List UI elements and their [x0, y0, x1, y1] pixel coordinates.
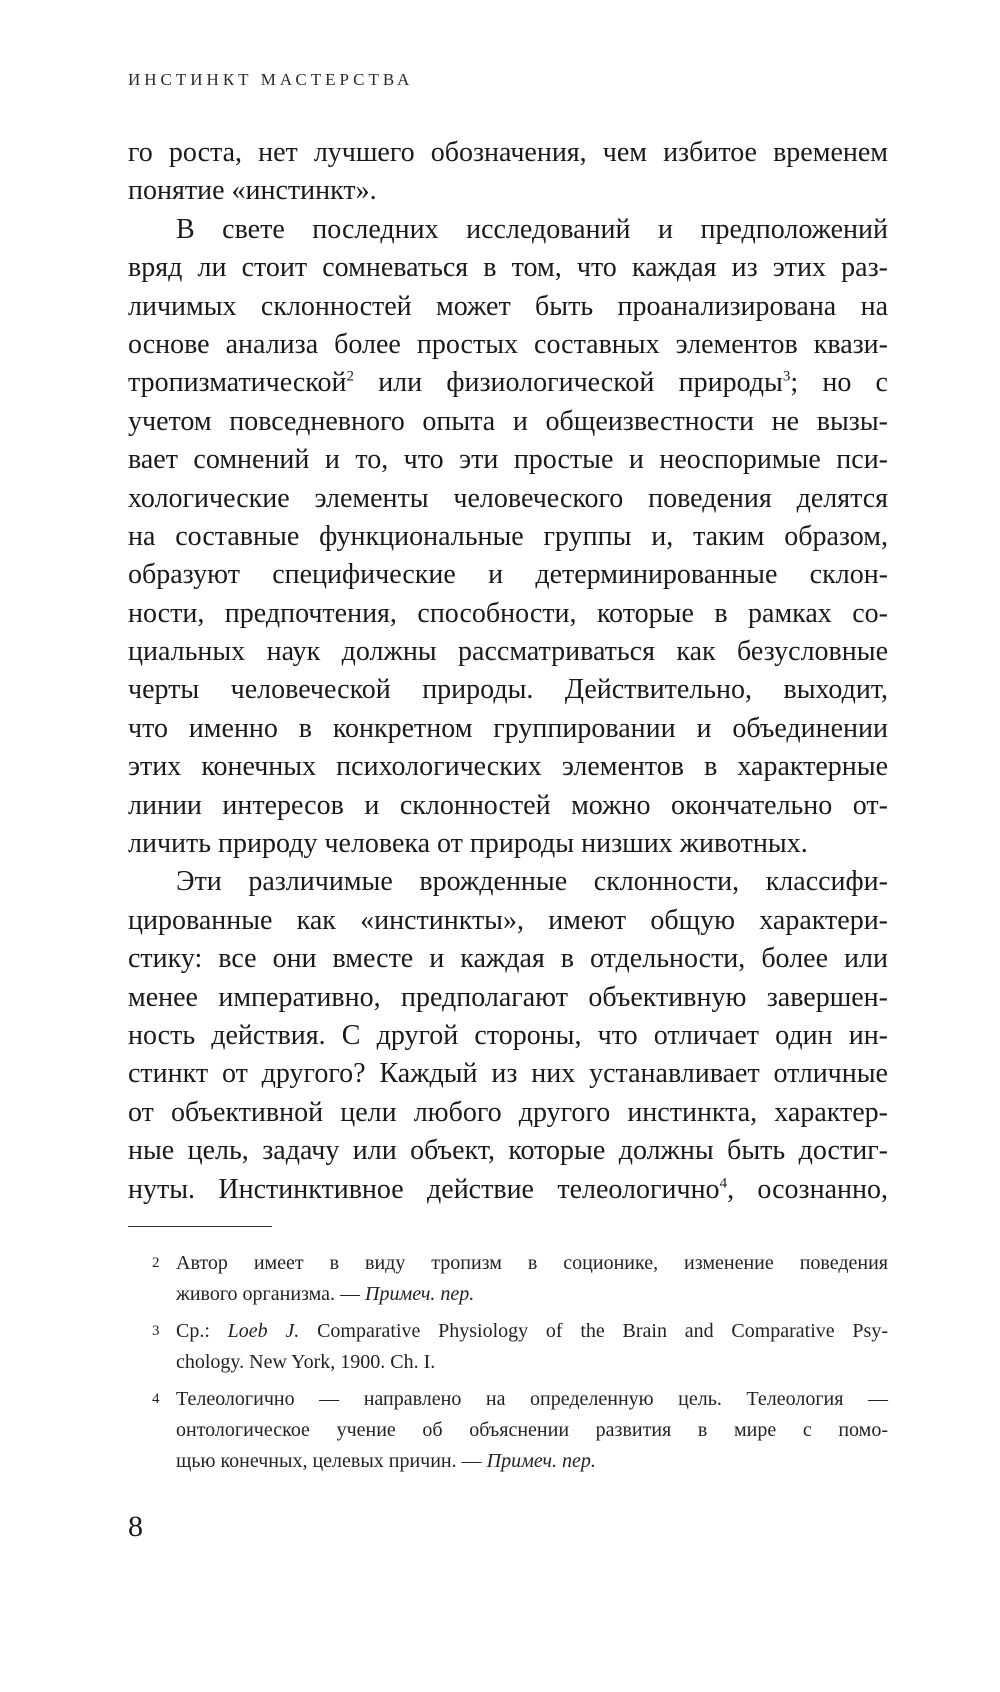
text-line: вряд ли стоит сомневаться в том, что каждая из этих раз-: [128, 252, 888, 284]
footnote-4: [128, 1384, 888, 1477]
text-line: Эти различимые врожденные склонности, классифи-: [176, 866, 888, 898]
text-fragment: ; но с: [790, 367, 888, 399]
main-text: [128, 134, 888, 1209]
text-line: В свете последних исследований и предположений: [176, 213, 888, 245]
text-fragment: или физиологической природы: [353, 367, 783, 399]
footnote-ref-2[interactable]: 2: [346, 369, 354, 386]
text-fragment: тропизматической: [128, 367, 347, 399]
footnote-line: [176, 1279, 888, 1310]
page-number: 8: [128, 1510, 143, 1543]
text-line: понятие «инстинкт».: [128, 175, 377, 207]
text-line: черты человеческой природы. Действительно, выходит,: [128, 674, 888, 706]
text-line: линии интересов и склонностей можно окончательно от-: [128, 789, 888, 821]
text-line: ность действия. С другой стороны, что отличает один ин-: [128, 1019, 888, 1051]
text-line: менее императивно, предполагают объективную завершен-: [128, 981, 888, 1013]
text-line: от объективной цели любого другого инстинкта, характер-: [128, 1096, 888, 1128]
footnotes: [128, 1248, 888, 1483]
text-fragment: живого организма. —: [176, 1283, 366, 1305]
text-line: личить природу человека от природы низших животных.: [128, 828, 808, 860]
text-line: основе анализа более простых составных элементов квази-: [128, 328, 888, 360]
translator-note: Примеч. пер.: [486, 1450, 596, 1472]
text-line: хологические элементы человеческого поведения делятся: [128, 482, 888, 514]
text-fragment: Ср.:: [176, 1320, 228, 1342]
footnote-line: Автор имеет в виду тропизм в соционике, изменение поведения: [176, 1252, 888, 1274]
text-line: стинкт от другого? Каждый из них устанавливает отличные: [128, 1058, 888, 1090]
footnote-line: [176, 1316, 888, 1347]
text-fragment: Comparative Physiology of the Brain and Comparative Psy-: [299, 1320, 888, 1342]
text-fragment: нуты. Инстинктивное действие телеологично: [128, 1173, 720, 1205]
text-line: личимых склонностей может быть проанализирована на: [128, 290, 888, 322]
text-line: ные цель, задачу или объект, которые должны быть достиг-: [128, 1135, 888, 1167]
footnote-number: 2: [152, 1255, 160, 1271]
text-line: что именно в конкретном группировании и объединении: [128, 712, 888, 744]
author-name: Loeb J.: [227, 1320, 300, 1342]
text-line: вает сомнений и то, что эти простые и неоспоримые пси-: [128, 444, 888, 476]
footnote-line: [176, 1446, 888, 1477]
footnote-number: 3: [152, 1323, 160, 1339]
footnote-line: chology. New York, 1900. Ch. I.: [176, 1351, 436, 1373]
footnote-2: [128, 1248, 888, 1310]
text-line: циальных наук должны рассматриваться как безусловные: [128, 636, 888, 668]
footnote-3: [128, 1316, 888, 1378]
text-line: [128, 364, 888, 402]
running-head: ИНСТИНКТ МАСТЕРСТВА: [128, 70, 414, 89]
footnote-line: Телеологично — направлено на определенную цель. Телеология —: [176, 1388, 888, 1410]
footnote-number: 4: [152, 1391, 160, 1407]
footnote-ref-4[interactable]: 4: [719, 1175, 728, 1192]
text-fragment: , осознанно,: [727, 1173, 888, 1205]
text-fragment: щью конечных, целевых причин. —: [176, 1450, 487, 1472]
translator-note: Примеч. пер.: [365, 1283, 475, 1305]
footnote-line: онтологическое учение об объяснении развития в мире с помо-: [176, 1419, 888, 1441]
text-line: стику: все они вместе и каждая в отдельности, более или: [128, 943, 888, 975]
text-line: на составные функциональные группы и, таким образом,: [128, 520, 888, 552]
text-line: учетом повседневного опыта и общеизвестности не вызы-: [128, 405, 888, 437]
footnote-ref-3[interactable]: 3: [782, 369, 791, 386]
footnote-divider: [128, 1226, 272, 1227]
text-line: го роста, нет лучшего обозначения, чем избитое временем: [128, 137, 888, 168]
text-line: цированные как «инстинкты», имеют общую характери-: [128, 904, 888, 936]
text-line: этих конечных психологических элементов в характерные: [128, 751, 888, 783]
text-line: [128, 1171, 888, 1209]
text-line: образуют специфические и детерминированные склон-: [128, 559, 888, 591]
text-line: ности, предпочтения, способности, которые в рамках со-: [128, 597, 888, 629]
